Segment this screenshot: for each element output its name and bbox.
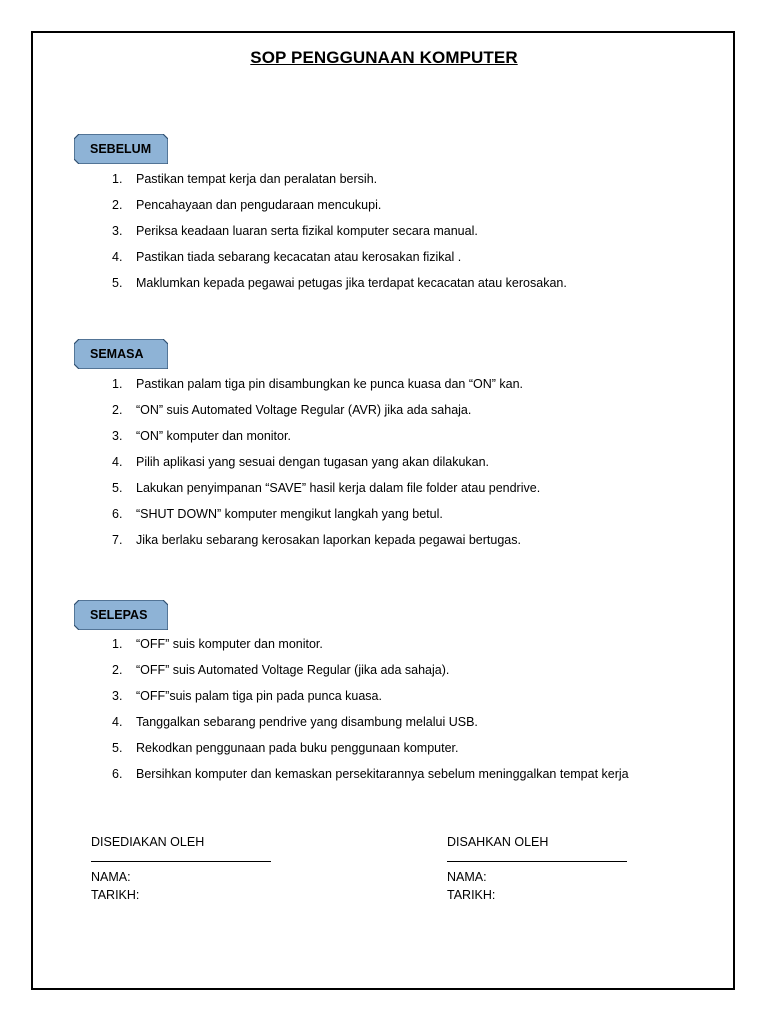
list-item: 3. Periksa keadaan luaran serta fizikal komputer secara manual. (112, 224, 478, 238)
section-tag-semasa (74, 339, 168, 369)
signature-line (447, 851, 627, 862)
list-item: 6. “SHUT DOWN” komputer mengikut langkah yang betul. (112, 507, 443, 521)
list-semasa (104, 376, 540, 558)
signature-block-prepared (91, 833, 271, 904)
document-title: SOP PENGGUNAAN KOMPUTER (250, 48, 518, 67)
section-tag-sebelum (74, 134, 168, 164)
list-sebelum (104, 171, 567, 301)
list-item: 1. Pastikan tempat kerja dan peralatan bersih. (112, 172, 378, 186)
list-item: 3. “OFF”suis palam tiga pin pada punca kuasa. (112, 689, 382, 703)
list-item: 2. “OFF” suis Automated Voltage Regular (jika ada sahaja). (112, 663, 450, 677)
list-item: 2. Pencahayaan dan pengudaraan mencukupi. (112, 198, 382, 212)
list-item: 3. “ON” komputer dan monitor. (112, 429, 291, 443)
section-tag-selepas (74, 600, 168, 630)
list-item: 4. Pilih aplikasi yang sesuai dengan tugasan yang akan dilakukan. (112, 455, 490, 469)
section-label: SEMASA (90, 347, 144, 361)
signature-heading: DISEDIAKAN OLEH (91, 835, 205, 849)
list-item: 1. “OFF” suis komputer dan monitor. (112, 637, 323, 651)
signature-heading: DISAHKAN OLEH (447, 835, 549, 849)
name-label: NAMA: (447, 870, 487, 884)
list-item: 4. Tanggalkan sebarang pendrive yang disambung melalui USB. (112, 715, 478, 729)
date-label: TARIKH: (447, 888, 496, 902)
list-item: 7. Jika berlaku sebarang kerosakan laporkan kepada pegawai bertugas. (112, 533, 521, 547)
list-item: 1. Pastikan palam tiga pin disambungkan ke punca kuasa dan “ON” kan. (112, 377, 524, 391)
list-item: 6. Bersihkan komputer dan kemaskan persekitarannya sebelum meninggalkan tempat kerja (112, 767, 629, 781)
list-item: 5. Maklumkan kepada pegawai petugas jika terdapat kecacatan atau kerosakan. (112, 276, 567, 290)
section-label: SELEPAS (90, 608, 148, 622)
list-selepas (104, 636, 629, 792)
name-label: NAMA: (91, 870, 131, 884)
signature-line (91, 851, 271, 862)
list-item: 2. “ON” suis Automated Voltage Regular (AVR) jika ada sahaja. (112, 403, 472, 417)
date-label: TARIKH: (91, 888, 140, 902)
section-label: SEBELUM (90, 142, 152, 156)
list-item: 5. Lakukan penyimpanan “SAVE” hasil kerja dalam file folder atau pendrive. (112, 481, 541, 495)
list-item: 5. Rekodkan penggunaan pada buku penggunaan komputer. (112, 741, 459, 755)
list-item: 4. Pastikan tiada sebarang kecacatan atau kerosakan fizikal . (112, 250, 462, 264)
signature-block-approved (447, 833, 627, 904)
